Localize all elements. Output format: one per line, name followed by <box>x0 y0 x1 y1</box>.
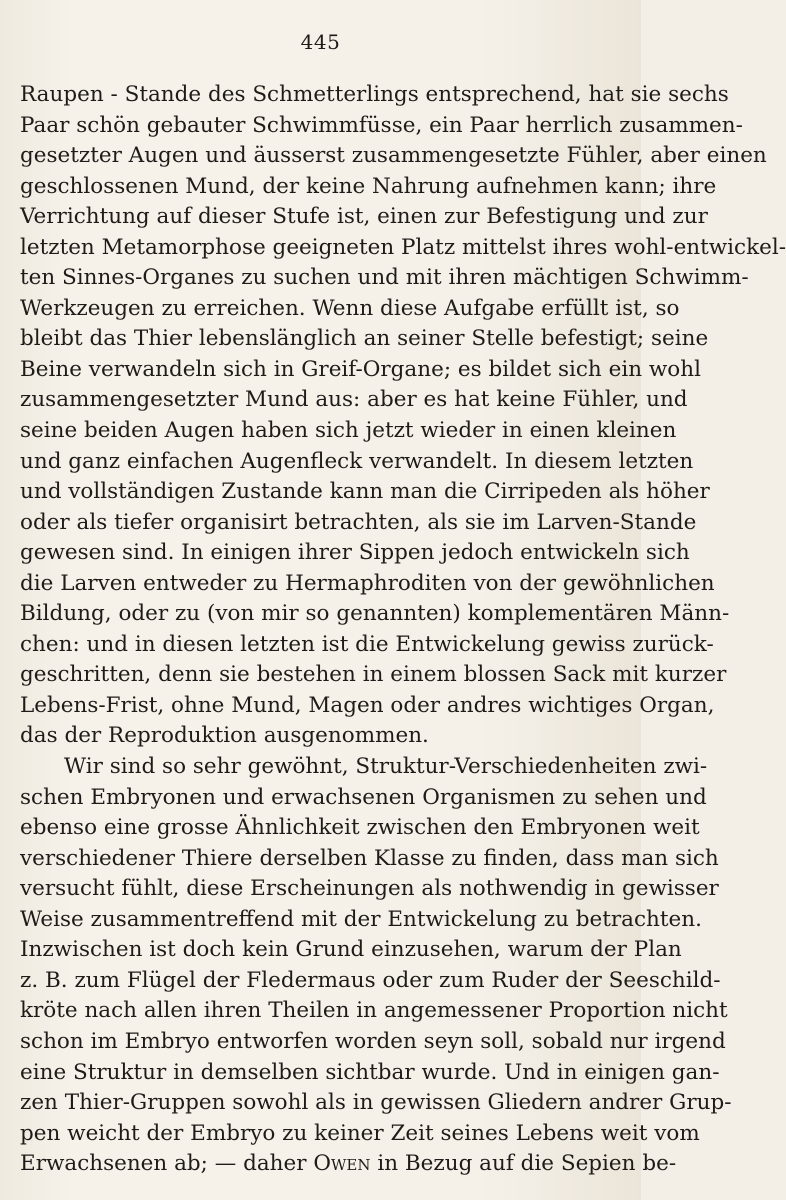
text-line-final <box>20 1149 677 1180</box>
text-line: gewesen sind. In einigen ihrer Sippen jedoch entwickeln sich <box>20 540 690 566</box>
text-line: geschlossenen Mund, der keine Nahrung aufnehmen kann; ihre <box>20 173 717 199</box>
text-line: kröte nach allen ihren Theilen in angemessener Proportion nicht <box>20 998 728 1024</box>
text-line: seine beiden Augen haben sich jetzt wieder in einen kleinen <box>20 418 677 444</box>
paragraph-start-line: Wir sind so sehr gewöhnt, Struktur-Verschiedenheiten zwi- <box>64 754 708 780</box>
text-line: zusammengesetzter Mund aus: aber es hat keine Fühler, und <box>20 387 688 413</box>
text-line: Werkzeugen zu erreichen. Wenn diese Aufgabe erfüllt ist, so <box>20 295 680 321</box>
text-line: Inzwischen ist doch kein Grund einzusehen, warum der Plan <box>20 937 682 963</box>
text-line: versucht fühlt, diese Erscheinungen als nothwendig in gewisser <box>20 876 719 902</box>
text-line: pen weicht der Embryo zu keiner Zeit seines Lebens weit vom <box>20 1120 700 1146</box>
text-line: die Larven entweder zu Hermaphroditen von der gewöhnlichen <box>20 570 715 596</box>
paragraph-end-line: das der Reproduktion ausgenommen. <box>20 723 429 749</box>
text-line: und vollständigen Zustande kann man die Cirripeden als höher <box>20 479 710 505</box>
text-segment: Erwachsenen ab; — daher <box>20 1151 307 1177</box>
text-line: chen: und in diesen letzten ist die Entwickelung gewiss zurück- <box>20 631 714 657</box>
body-text <box>20 80 786 1180</box>
text-line: Verrichtung auf dieser Stufe ist, einen zur Befestigung und zur <box>20 204 708 230</box>
text-segment: in Bezug auf die Sepien be- <box>377 1151 677 1177</box>
text-line: Raupen - Stande des Schmetterlings entsprechend, hat sie sechs <box>20 82 729 107</box>
text-line: gesetzter Augen und äusserst zusammengesetzte Fühler, aber einen <box>20 143 767 169</box>
text-line: oder als tiefer organisirt betrachten, als sie im Larven-Stande <box>20 509 697 535</box>
author-name: Owen <box>313 1151 371 1177</box>
text-line: Beine verwandeln sich in Greif-Organe; es bildet sich ein wohl <box>20 356 701 382</box>
text-line: z. B. zum Flügel der Fledermaus oder zum Ruder der Seeschild- <box>20 967 721 993</box>
text-line: Paar schön gebauter Schwimmfüsse, ein Paar herrlich zusammen- <box>20 112 743 138</box>
page-number: 445 <box>300 30 341 54</box>
text-line: Bildung, oder zu (von mir so genannten) komplementären Männ- <box>20 601 730 627</box>
text-line: geschritten, denn sie bestehen in einem blossen Sack mit kurzer <box>20 662 727 688</box>
text-line: ten Sinnes-Organes zu suchen und mit ihren mächtigen Schwimm- <box>20 265 749 291</box>
text-line: ebenso eine grosse Ähnlichkeit zwischen den Embryonen weit <box>20 815 700 841</box>
text-line: Weise zusammentreffend mit der Entwickelung zu betrachten. <box>20 906 702 932</box>
text-line: schen Embryonen und erwachsenen Organismen zu sehen und <box>20 784 707 810</box>
text-line: und ganz einfachen Augenfleck verwandelt. In diesem letzten <box>20 448 694 474</box>
text-line: bleibt das Thier lebenslänglich an seiner Stelle befestigt; seine <box>20 326 709 352</box>
text-line: Lebens-Frist, ohne Mund, Magen oder andres wichtiges Organ, <box>20 692 715 718</box>
text-line: zen Thier-Gruppen sowohl als in gewissen Gliedern andrer Grup- <box>20 1090 732 1116</box>
text-line: verschiedener Thiere derselben Klasse zu finden, dass man sich <box>20 845 719 871</box>
text-line: eine Struktur in demselben sichtbar wurde. Und in einigen gan- <box>20 1059 720 1085</box>
text-line: letzten Metamorphose geeigneten Platz mittelst ihres wohl-entwickel- <box>20 234 786 260</box>
text-line: schon im Embryo entworfen worden seyn soll, sobald nur irgend <box>20 1028 726 1054</box>
